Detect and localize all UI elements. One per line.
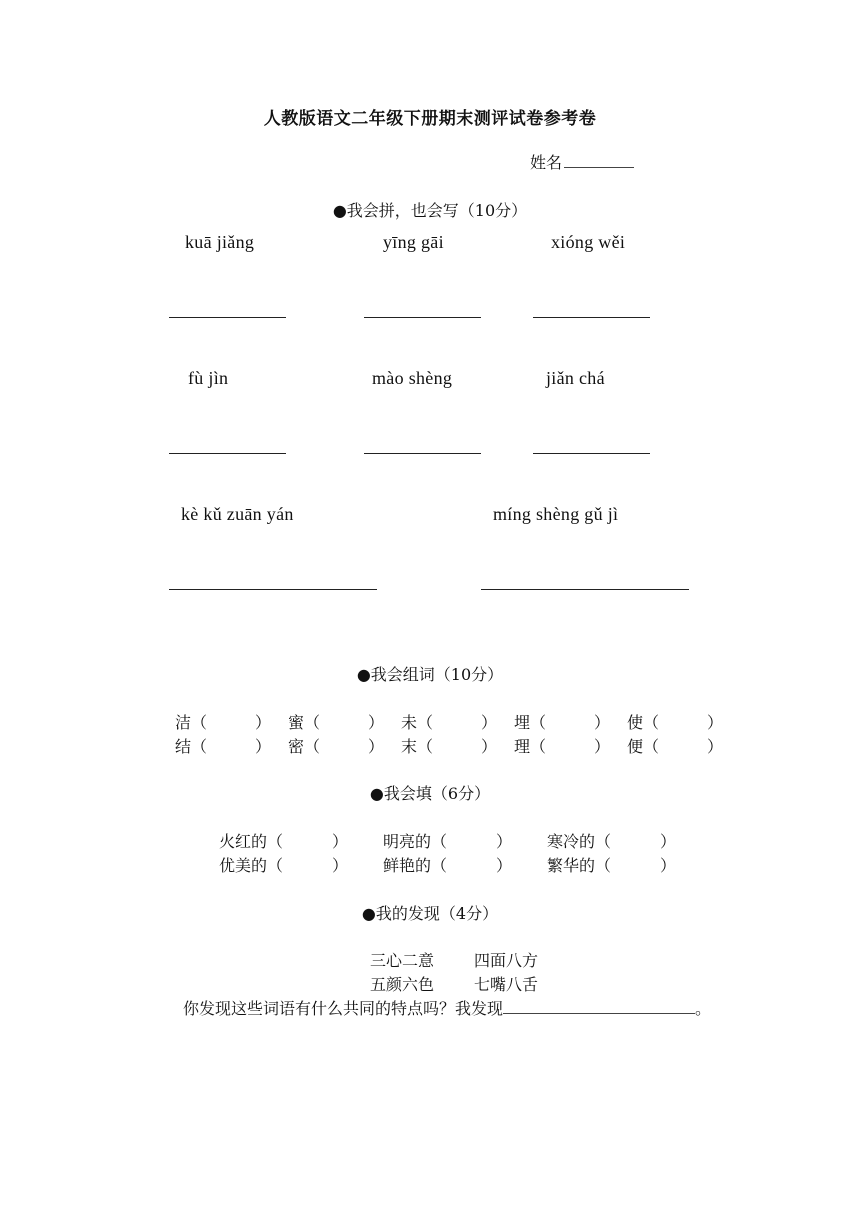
adjective-prompt[interactable]: 鲜艳的（ [383, 856, 448, 875]
bracket-close: ） [332, 832, 349, 851]
char-prompt[interactable]: 理（ [514, 737, 547, 756]
bracket-close: ） [594, 713, 611, 732]
pinyin-item: kè kǔ zuān yán [181, 504, 294, 524]
adjective-prompt[interactable]: 寒冷的（ [547, 832, 612, 851]
char-prompt[interactable]: 便（ [627, 737, 660, 756]
section-heading-pinyin: ●我会拼，也会写（10分） [332, 201, 528, 220]
char-prompt[interactable]: 蜜（ [288, 713, 321, 732]
adjective-prompt[interactable]: 繁华的（ [547, 856, 612, 875]
pinyin-item: jiǎn chá [546, 368, 605, 388]
pinyin-item: kuā jiǎng [185, 232, 255, 252]
bracket-close: ） [255, 737, 272, 756]
answer-line[interactable] [169, 453, 286, 454]
adjective-prompt[interactable]: 优美的（ [219, 856, 284, 875]
bracket-close: ） [707, 713, 724, 732]
bracket-close: ） [707, 737, 724, 756]
answer-blank[interactable] [503, 1001, 695, 1014]
char-prompt[interactable]: 末（ [401, 737, 434, 756]
bracket-close: ） [368, 713, 385, 732]
page-title: 人教版语文二年级下册期末测评试卷参考卷 [263, 109, 597, 129]
pinyin-item: yīng gāi [383, 232, 444, 252]
answer-line[interactable] [481, 589, 689, 590]
answer-line[interactable] [364, 453, 481, 454]
idiom: 五颜六色 [370, 975, 435, 994]
answer-line[interactable] [533, 453, 650, 454]
idiom: 三心二意 [370, 951, 435, 970]
bracket-close: ） [660, 832, 677, 851]
name-field[interactable] [530, 150, 634, 173]
pinyin-item: mào shèng [372, 368, 453, 388]
char-prompt[interactable]: 洁（ [175, 713, 208, 732]
pinyin-item: míng shèng gǔ jì [493, 504, 619, 524]
bracket-close: ） [481, 713, 498, 732]
bracket-close: ） [496, 856, 513, 875]
idiom: 七嘴八舌 [474, 975, 539, 994]
adjective-prompt[interactable]: 明亮的（ [383, 832, 448, 851]
answer-line[interactable] [364, 317, 481, 318]
answer-line[interactable] [169, 589, 377, 590]
name-blank[interactable] [564, 155, 634, 168]
adjective-prompt[interactable]: 火红的（ [219, 832, 284, 851]
bracket-close: ） [255, 713, 272, 732]
section-heading-word-building: ●我会组词（10分） [356, 665, 504, 684]
pinyin-item: fù jìn [188, 368, 229, 388]
bracket-close: ） [496, 832, 513, 851]
section-heading-discovery: ●我的发现（4分） [361, 904, 499, 923]
bracket-close: ） [368, 737, 385, 756]
bracket-close: ） [481, 737, 498, 756]
pinyin-item: xióng wěi [551, 232, 626, 252]
name-label: 姓名 [530, 153, 563, 172]
question-end: 。 [695, 999, 712, 1018]
answer-line[interactable] [533, 317, 650, 318]
discovery-question [183, 996, 711, 1019]
char-prompt[interactable]: 密（ [288, 737, 321, 756]
section-heading-fill-in: ●我会填（6分） [369, 784, 491, 803]
question-text: 你发现这些词语有什么共同的特点吗？我发现 [183, 999, 504, 1018]
char-prompt[interactable]: 未（ [401, 713, 434, 732]
char-prompt[interactable]: 埋（ [514, 713, 547, 732]
answer-line[interactable] [169, 317, 286, 318]
bracket-close: ） [332, 856, 349, 875]
idiom: 四面八方 [474, 951, 539, 970]
bracket-close: ） [660, 856, 677, 875]
char-prompt[interactable]: 结（ [175, 737, 208, 756]
char-prompt[interactable]: 使（ [627, 713, 660, 732]
bracket-close: ） [594, 737, 611, 756]
